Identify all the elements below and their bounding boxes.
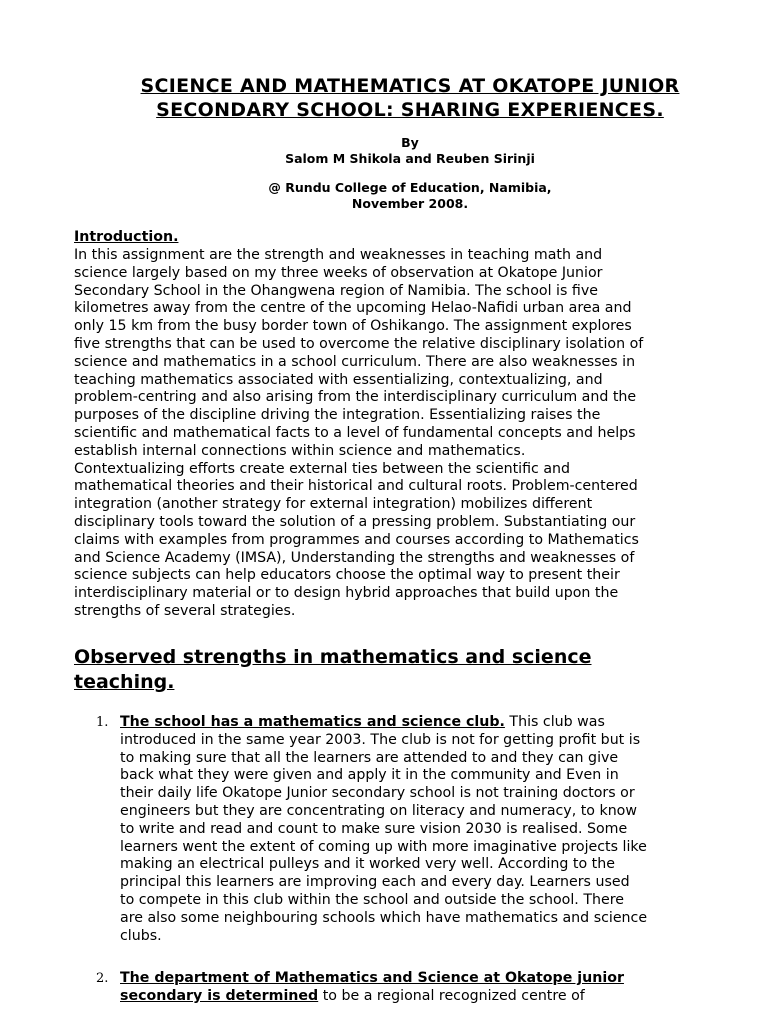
paragraph-line: five strengths that can be used to overcome the relative disciplinary isolation of [74, 335, 644, 352]
list-item [120, 970, 624, 1006]
list-item [120, 714, 647, 945]
list-item-lead: The school has a mathematics and science club. [120, 714, 505, 730]
paragraph-line: science largely based on my three weeks of observation at Okatope Junior [74, 264, 603, 281]
list-item-line: are also some neighbouring schools which have mathematics and science [120, 909, 648, 926]
paragraph-line: problem-centring and also arising from the interdisciplinary curriculum and the [74, 389, 637, 406]
paragraph-line: Contextualizing efforts create external ties between the scientific and [74, 460, 571, 477]
list-item-line: to compete in this club within the school and outside the school. There [120, 891, 624, 908]
list-item-line: to making sure that all the learners are attended to and they can give [120, 749, 619, 766]
paragraph-line: purposes of the discipline driving the integration. Essentializing raises the [74, 407, 601, 424]
paragraph-line: kilometres away from the centre of the upcoming Helao-Nafidi urban area and [74, 300, 632, 317]
paragraph-line: scientific and mathematical facts to a level of fundamental concepts and helps [74, 424, 636, 441]
authors: Salom M Shikola and Reuben Sirinji [285, 151, 535, 166]
paragraph-line: science subjects can help educators choose the optimal way to present their [74, 567, 620, 584]
list-item-line: back what they were given and apply it in the community and Even in [120, 767, 619, 784]
list-item-line: clubs. [120, 927, 162, 944]
list-item-line: making an electrical pulleys and it worked very well. According to the [120, 856, 615, 873]
list-item-lead: secondary is determined [120, 987, 319, 1004]
paragraph-line: and Science Academy (IMSA), Understanding the strengths and weaknesses of [74, 549, 635, 566]
affiliation: @ Rundu College of Education, Namibia, [268, 180, 552, 195]
list-item-first-line [120, 714, 647, 732]
list-item-line: learners went the extent of coming up with more imaginative projects like [120, 838, 647, 855]
list-item-line: to write and read and count to make sure vision 2030 is realised. Some [120, 820, 628, 837]
byline-label: By [401, 135, 419, 150]
list-item-number: 2. [96, 971, 109, 986]
paragraph-line: strengths of several strategies. [74, 602, 296, 619]
list-item-line: principal this learners are improving each and every day. Learners used [120, 874, 630, 891]
list-item-second-line [120, 988, 624, 1006]
paragraph-line: integration (another strategy for external integration) mobilizes different [74, 496, 593, 513]
list-item-number: 1. [96, 715, 109, 730]
document-title-line-2: SECONDARY SCHOOL: SHARING EXPERIENCES. [156, 99, 664, 121]
introduction-heading: Introduction. [74, 229, 179, 245]
list-item-line: introduced in the same year 2003. The club is not for getting profit but is [120, 731, 641, 748]
paragraph-line: teaching mathematics associated with essentializing, contextualizing, and [74, 371, 603, 388]
paragraph-line: claims with examples from programmes and courses according to Mathematics [74, 531, 639, 548]
paragraph-line: Secondary School in the Ohangwena region of Namibia. The school is five [74, 282, 598, 299]
strengths-section-heading [74, 645, 592, 695]
list-item-line: engineers but they are concentrating on literacy and numeracy, to know [120, 802, 637, 819]
introduction-paragraph [74, 247, 643, 621]
list-item-lead: The department of Mathematics and Science at Okatope junior [120, 970, 624, 986]
list-item-line: their daily life Okatope Junior secondary school is not training doctors or [120, 785, 635, 802]
paragraph-line: interdisciplinary material or to design hybrid approaches that build upon the [74, 585, 619, 602]
section-heading-line: Observed strengths in mathematics and science [74, 646, 592, 668]
document-title-line-1: SCIENCE AND MATHEMATICS AT OKATOPE JUNIOR [140, 75, 680, 97]
list-item-text: to be a regional recognized centre of [318, 987, 585, 1004]
paragraph-line: science and mathematics in a school curriculum. There are also weaknesses in [74, 353, 636, 370]
list-item-first-line [120, 970, 624, 988]
paragraph-line: establish internal connections within science and mathematics. [74, 442, 526, 459]
section-heading-line: teaching. [74, 671, 175, 693]
paragraph-line: only 15 km from the busy border town of Oshikango. The assignment explores [74, 318, 632, 335]
paragraph-line: disciplinary tools toward the solution of a pressing problem. Substantiating our [74, 513, 636, 530]
paragraph-line: In this assignment are the strength and weaknesses in teaching math and [74, 247, 603, 263]
paragraph-line: mathematical theories and their historical and cultural roots. Problem-centered [74, 478, 638, 495]
publication-date: November 2008. [351, 196, 469, 211]
list-item-text: This club was [504, 714, 605, 730]
